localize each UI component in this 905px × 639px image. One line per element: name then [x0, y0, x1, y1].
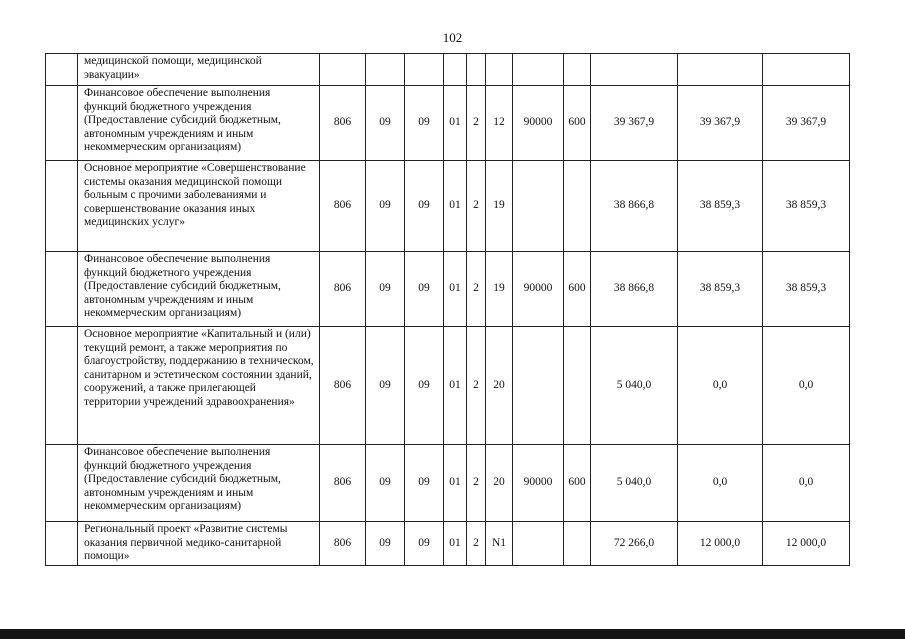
- value-cell: 38 866,8: [591, 161, 678, 252]
- scan-bottom-edge: [0, 629, 905, 639]
- value-cell: 12: [486, 86, 513, 161]
- value-cell: [564, 522, 591, 566]
- value-cell: 90000: [513, 252, 564, 327]
- value-cell: [678, 54, 763, 86]
- value-cell: 01: [444, 252, 467, 327]
- value-cell: [320, 54, 366, 86]
- value-cell: 39 367,9: [763, 86, 850, 161]
- value-cell: 09: [405, 522, 444, 566]
- value-cell: 600: [564, 86, 591, 161]
- value-cell: 0,0: [763, 327, 850, 445]
- value-cell: [444, 54, 467, 86]
- value-cell: 0,0: [763, 445, 850, 522]
- value-cell: 09: [366, 161, 405, 252]
- value-cell: 01: [444, 327, 467, 445]
- row-number-cell: [46, 327, 78, 445]
- value-cell: 600: [564, 445, 591, 522]
- value-cell: [763, 54, 850, 86]
- value-cell: 01: [444, 522, 467, 566]
- value-cell: 09: [366, 327, 405, 445]
- value-cell: 38 859,3: [763, 252, 850, 327]
- value-cell: [513, 327, 564, 445]
- value-cell: 01: [444, 445, 467, 522]
- value-cell: [366, 54, 405, 86]
- value-cell: [564, 54, 591, 86]
- row-name-cell: Финансовое обеспечение выполнения функций бюджетного учреждения (Предоставление субсидий бюджетным, автономным учреждениям и иным некоммерческим организациям): [78, 445, 320, 522]
- row-name-cell: Основное мероприятие «Совершенствование системы оказания медицинской помощи больным с прочими заболеваниями и совершенствование оказания иных медицинских услуг»: [78, 161, 320, 252]
- value-cell: 09: [405, 86, 444, 161]
- value-cell: 2: [467, 522, 486, 566]
- value-cell: 600: [564, 252, 591, 327]
- value-cell: 20: [486, 327, 513, 445]
- value-cell: 12 000,0: [678, 522, 763, 566]
- table-row: [46, 161, 850, 252]
- value-cell: 38 859,3: [678, 252, 763, 327]
- value-cell: 90000: [513, 445, 564, 522]
- value-cell: 09: [405, 161, 444, 252]
- value-cell: 20: [486, 445, 513, 522]
- row-number-cell: [46, 86, 78, 161]
- value-cell: 2: [467, 86, 486, 161]
- value-cell: 806: [320, 252, 366, 327]
- value-cell: 806: [320, 445, 366, 522]
- value-cell: 2: [467, 252, 486, 327]
- value-cell: 12 000,0: [763, 522, 850, 566]
- table-row: [46, 86, 850, 161]
- budget-table: [45, 53, 850, 566]
- value-cell: 38 859,3: [678, 161, 763, 252]
- table-row: [46, 522, 850, 566]
- value-cell: 90000: [513, 86, 564, 161]
- page-number: 102: [442, 30, 463, 45]
- value-cell: 0,0: [678, 445, 763, 522]
- value-cell: 806: [320, 161, 366, 252]
- value-cell: 09: [405, 445, 444, 522]
- value-cell: 39 367,9: [678, 86, 763, 161]
- value-cell: 5 040,0: [591, 327, 678, 445]
- value-cell: 09: [366, 445, 405, 522]
- value-cell: [564, 327, 591, 445]
- value-cell: 2: [467, 161, 486, 252]
- value-cell: 19: [486, 252, 513, 327]
- value-cell: 09: [366, 252, 405, 327]
- row-number-cell: [46, 161, 78, 252]
- row-name-cell: Региональный проект «Развитие системы оказания первичной медико-санитарной помощи»: [78, 522, 320, 566]
- value-cell: [486, 54, 513, 86]
- value-cell: [405, 54, 444, 86]
- row-name-cell: Основное мероприятие «Капитальный и (или) текущий ремонт, а также мероприятия по благоустройству, поддержанию в техническом, санитарном и эстетическом состоянии зданий, сооружений, а также прилегающей территории учреждений здравоохранения»: [78, 327, 320, 445]
- value-cell: 0,0: [678, 327, 763, 445]
- table-row: [46, 327, 850, 445]
- value-cell: 806: [320, 327, 366, 445]
- value-cell: 38 859,3: [763, 161, 850, 252]
- value-cell: 09: [405, 327, 444, 445]
- value-cell: [564, 161, 591, 252]
- table-row: [46, 54, 850, 86]
- value-cell: [513, 54, 564, 86]
- value-cell: 19: [486, 161, 513, 252]
- value-cell: 5 040,0: [591, 445, 678, 522]
- row-name-cell: медицинской помощи, медицинской эвакуации»: [78, 54, 320, 86]
- table-row: [46, 445, 850, 522]
- value-cell: [467, 54, 486, 86]
- value-cell: 806: [320, 522, 366, 566]
- row-number-cell: [46, 522, 78, 566]
- value-cell: 09: [366, 86, 405, 161]
- value-cell: 09: [405, 252, 444, 327]
- value-cell: 01: [444, 86, 467, 161]
- value-cell: 806: [320, 86, 366, 161]
- value-cell: N1: [486, 522, 513, 566]
- row-number-cell: [46, 445, 78, 522]
- value-cell: [513, 522, 564, 566]
- row-name-cell: Финансовое обеспечение выполнения функций бюджетного учреждения (Предоставление субсидий бюджетным, автономным учреждениям и иным некоммерческим организациям): [78, 86, 320, 161]
- value-cell: 2: [467, 327, 486, 445]
- row-number-cell: [46, 54, 78, 86]
- value-cell: 72 266,0: [591, 522, 678, 566]
- table-row: [46, 252, 850, 327]
- row-name-cell: Финансовое обеспечение выполнения функций бюджетного учреждения (Предоставление субсидий бюджетным, автономным учреждениям и иным некоммерческим организациям): [78, 252, 320, 327]
- value-cell: 2: [467, 445, 486, 522]
- value-cell: 01: [444, 161, 467, 252]
- value-cell: 09: [366, 522, 405, 566]
- row-number-cell: [46, 252, 78, 327]
- value-cell: [513, 161, 564, 252]
- value-cell: 39 367,9: [591, 86, 678, 161]
- value-cell: 38 866,8: [591, 252, 678, 327]
- value-cell: [591, 54, 678, 86]
